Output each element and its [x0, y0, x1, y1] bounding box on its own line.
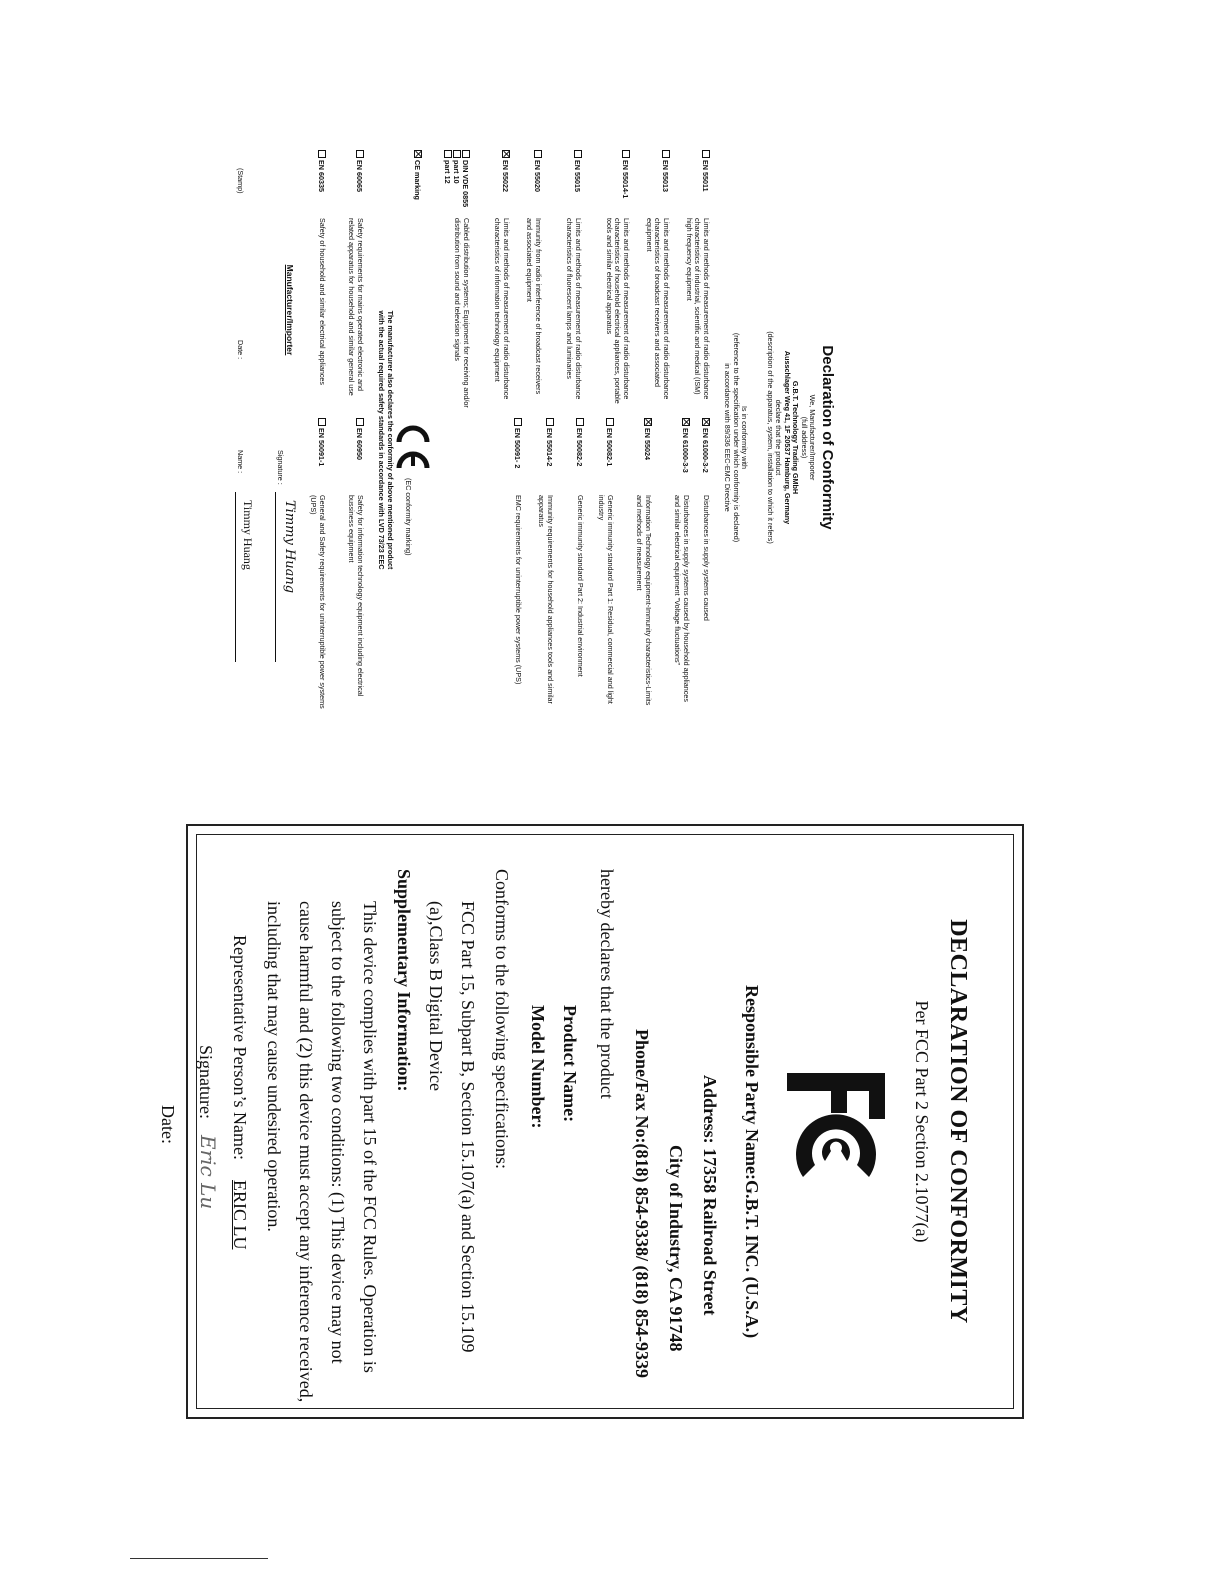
eu-date-label: Date :: [236, 340, 245, 360]
eu-declaration-panel: [200, 150, 840, 725]
fcc-phone: Phone/Fax No:(818) 854-9338/ (818) 854-9339: [632, 1029, 652, 1378]
eu-std-desc: Limits and methods of measurement of radio disturbance characteristics of broadcast receivers and associated equipment: [644, 218, 671, 400]
eu-std-code: EN 55024: [642, 418, 652, 460]
eu-std-code: EN 55015: [572, 150, 582, 192]
fcc-conforms: Conforms to the following specifications:: [492, 869, 512, 1169]
eu-std-code: EN 55022: [500, 150, 510, 192]
eu-header-line: (description of the apparatus, system, installation to which it refers): [766, 331, 775, 544]
eu-std-desc: EMC requirements for uninterruptible power systems (UPS): [514, 495, 523, 685]
eu-std-code: EN 55020: [532, 150, 542, 192]
fcc-responsible-party: Responsible Party Name:G.B.T. INC. (U.S.A.): [742, 985, 762, 1339]
fcc-logo-icon: [781, 1065, 891, 1185]
eu-std-code: EN 55013: [660, 150, 670, 192]
eu-std-code: EN 61000-3-2: [700, 418, 710, 473]
checkbox-checked-icon: [682, 418, 690, 426]
checkbox-icon: [702, 150, 710, 158]
eu-std-code: EN 50082-1: [604, 418, 614, 466]
checkbox-icon: [453, 150, 461, 158]
eu-std-desc: Limits and methods of measurement of radio disturbance characteristics of industrial, scientific and medical (ISM) high frequency equipment: [684, 218, 711, 400]
eu-ce-declaration: with the actual required safety standards in accordance with LVD 73/23 EEC: [377, 310, 386, 570]
eu-std-desc: Safety of household and similar electrical appliances: [318, 218, 327, 386]
eu-header-line: (full address): [800, 416, 809, 459]
eu-std-desc: Safety for information technology equipment including electrical bussiness equipment: [347, 495, 365, 697]
eu-ce-code: CE marking: [412, 150, 422, 200]
eu-std-desc: Limits and methods of measurement of radio disturbance characteristics of fluorescent lamps and luminaries: [565, 218, 583, 400]
fcc-declaration-inner-frame: [158, 834, 1014, 1409]
eu-std-desc: Limits and methods of measurement of radio disturbance characteristics of information technology equipment: [493, 218, 511, 400]
eu-std-desc: Information Technology equipment-Immunity characteristics-Limits and methods of measurement: [635, 495, 653, 706]
checkbox-icon: [462, 150, 470, 158]
fcc-rep-label: Representative Person’s Name:: [230, 935, 250, 1160]
checkbox-checked-icon: [502, 150, 510, 158]
footnote-divider: [130, 1558, 268, 1559]
checkbox-icon: [356, 150, 364, 158]
checkbox-checked-icon: [644, 418, 652, 426]
fcc-product-name: Product Name:: [560, 1005, 580, 1123]
eu-std-code: EN 50091-1: [316, 418, 326, 466]
checkbox-icon: [546, 418, 554, 426]
fcc-title: DECLARATION OF CONFORMITY: [945, 919, 971, 1324]
fcc-info-line: including that may cause undesired operation.: [264, 901, 284, 1232]
fcc-signature-label: Signature:: [196, 1045, 216, 1119]
checkbox-icon: [318, 418, 326, 426]
eu-ce-label: (EC conformity marking): [404, 478, 413, 556]
eu-std-code: EN 55011: [700, 150, 710, 192]
checkbox-icon: [622, 150, 630, 158]
eu-title: Declaration of Conformity: [819, 345, 836, 530]
eu-std-desc: Immunity requirements for household appliances tools and similar apparatus: [537, 495, 555, 704]
eu-header-line: We, Manufacturer/Importer: [808, 394, 817, 481]
eu-std-code: EN 50082-2: [574, 418, 584, 466]
eu-std-code: EN 55014-1: [620, 150, 630, 198]
eu-declaration-content: [200, 150, 840, 725]
eu-std-code: EN 61000-3-3: [680, 418, 690, 473]
fcc-hereby: hereby declares that the product: [597, 869, 617, 1099]
checkbox-icon: [574, 150, 582, 158]
eu-std-desc: Immunity from radio interference of broadcast receivers and associated equipment: [525, 218, 543, 395]
fcc-info-line: subject to the following two conditions: (1) This device may not: [328, 901, 348, 1364]
ce-mark-icon: [394, 420, 432, 472]
eu-header-line: in accordance with 89/336 EEC-EMC Directive: [723, 363, 732, 512]
checkbox-icon: [318, 150, 326, 158]
eu-std-desc: General and Safety requirements for uninterruptible power systems (UPS): [309, 495, 327, 709]
eu-std-desc: Generic immunity standard Part 2: Industrial environment: [576, 495, 585, 677]
fcc-rep-name: ERIC LU: [230, 1180, 250, 1250]
eu-din-desc: Cabled distribution systems; Equipment for receiving and/or distribution from sound and television signals: [453, 218, 471, 408]
eu-std-code: EN 60335: [316, 150, 326, 192]
checkbox-icon: [534, 150, 542, 158]
eu-name-label: Name :: [236, 450, 245, 474]
eu-stamp-label: (Stamp): [236, 168, 245, 194]
eu-din-code: DIN VDE 0855: [460, 150, 470, 207]
checkbox-icon: [444, 150, 452, 158]
checkbox-icon: [576, 418, 584, 426]
fcc-subtitle: Per FCC Part 2 Section 2.1077(a): [912, 1000, 932, 1243]
eu-std-code: EN 55014-2: [544, 418, 554, 466]
eu-std-code: EN 60065: [354, 150, 364, 192]
eu-std-desc: Safety requirements for mains operated electronic and related apparatus for household and similar general use: [347, 218, 365, 396]
fcc-address: Address: 17358 Railroad Street: [700, 1075, 720, 1316]
eu-std-desc: Generic immunity standard Part 1: Residual, commercial and light industry: [597, 495, 615, 704]
fcc-spec-line: FCC Part 15, Subpart B, Section 15.107(a) and Section 15.109: [458, 901, 478, 1353]
fcc-city: City of Industry, CA 91748: [666, 1145, 686, 1352]
checkbox-icon: [662, 150, 670, 158]
fcc-spec-line: (a),Class B Digital Device: [426, 901, 446, 1091]
eu-ce-declaration: The manufacturer also declares the conformity of above mentioned product: [386, 310, 395, 570]
checkbox-icon: [356, 418, 364, 426]
eu-name-value: Timmy Huang: [241, 500, 255, 570]
eu-std-code: EN 60950: [354, 418, 364, 460]
eu-std-code: EN 50091- 2: [512, 418, 522, 468]
fcc-declaration-frame: [158, 824, 1024, 1419]
checkbox-icon: [514, 418, 522, 426]
eu-manufacturer-label: Manufacturer/Importer: [285, 264, 295, 356]
checkbox-icon: [606, 418, 614, 426]
fcc-declaration-content: [158, 835, 1013, 1408]
eu-header-line: declare that the product: [774, 399, 783, 476]
eu-header-line: (reference to the specification under which conformity is declared): [732, 332, 741, 543]
eu-din-part: part 12: [442, 150, 452, 184]
eu-header-line: G.B.T. Technology Trading GMbH: [791, 380, 800, 495]
eu-header-line: Ausschlager Weg 41, 1F 20537 Hamburg, Germany: [783, 350, 792, 525]
fcc-date-label: Date:: [158, 1105, 178, 1144]
eu-signature-label: Signature :: [276, 450, 285, 485]
checkbox-checked-icon: [414, 150, 422, 158]
checkbox-checked-icon: [702, 418, 710, 426]
eu-std-desc: Disturbances in supply systems caused by household appliances and similar electrical equipment "Voltage fluctuations": [673, 495, 691, 702]
fcc-info-line: cause harmful and (2) this device must accept any inference received,: [296, 901, 316, 1403]
fcc-supplementary-heading: Supplementary Information:: [394, 869, 414, 1092]
fcc-signature-script: Eric Lu: [196, 1135, 220, 1210]
eu-signature-script: Timmy Huang: [282, 500, 297, 594]
eu-std-desc: Disturbances in supply systems caused: [702, 495, 711, 621]
eu-std-desc: Limits and methods of measurement of radio disturbance characteristics of household electrical appliances, portable tools and similar electrical apparatus: [604, 218, 631, 404]
fcc-info-line: This device complies with part 15 of the FCC Rules. Operation is: [360, 901, 380, 1373]
eu-din-part: part 10: [451, 150, 461, 184]
eu-header-line: Is in conformity with: [740, 405, 749, 470]
fcc-model-number: Model Number:: [528, 1005, 548, 1129]
